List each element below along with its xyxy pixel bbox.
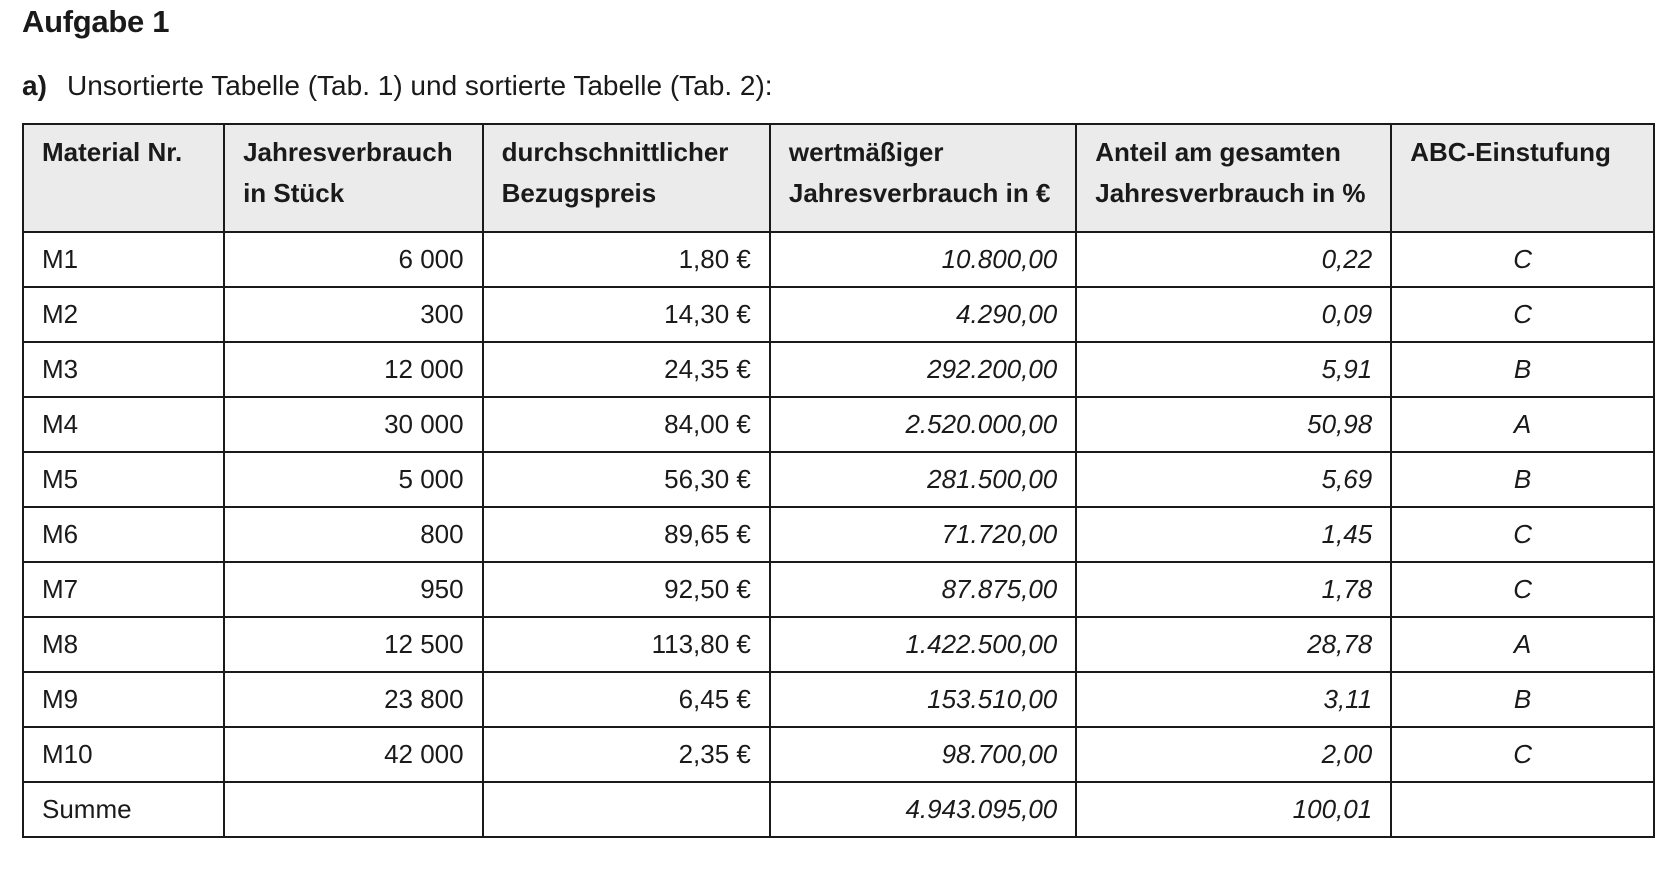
- table-sum-row: [23, 782, 1654, 837]
- cell-stueck: 12 500: [224, 617, 483, 672]
- cell-wert: 10.800,00: [770, 232, 1076, 287]
- table-row: [23, 287, 1654, 342]
- cell-stueck: [224, 782, 483, 837]
- abc-analysis-table: [22, 123, 1655, 838]
- header-abc-einstufung: ABC-Einstufung: [1391, 124, 1654, 232]
- table-row: [23, 562, 1654, 617]
- cell-stueck: 30 000: [224, 397, 483, 452]
- cell-anteil: 2,00: [1076, 727, 1391, 782]
- cell-stueck: 42 000: [224, 727, 483, 782]
- table-row: [23, 727, 1654, 782]
- cell-wert: 87.875,00: [770, 562, 1076, 617]
- cell-material: M10: [23, 727, 224, 782]
- cell-stueck: 6 000: [224, 232, 483, 287]
- cell-preis: 84,00 €: [483, 397, 770, 452]
- cell-preis: 24,35 €: [483, 342, 770, 397]
- header-material-nr: Material Nr.: [23, 124, 224, 232]
- header-bezugspreis: durchschnittlicher Bezugspreis: [483, 124, 770, 232]
- cell-abc: C: [1391, 232, 1654, 287]
- cell-wert: 292.200,00: [770, 342, 1076, 397]
- cell-abc: B: [1391, 452, 1654, 507]
- cell-stueck: 12 000: [224, 342, 483, 397]
- cell-wert: 98.700,00: [770, 727, 1076, 782]
- cell-wert: 71.720,00: [770, 507, 1076, 562]
- cell-anteil: 5,91: [1076, 342, 1391, 397]
- cell-anteil: 50,98: [1076, 397, 1391, 452]
- table-header-row: [23, 124, 1654, 232]
- cell-anteil: 0,09: [1076, 287, 1391, 342]
- cell-stueck: 950: [224, 562, 483, 617]
- table-row: [23, 342, 1654, 397]
- cell-material: M4: [23, 397, 224, 452]
- cell-material: M6: [23, 507, 224, 562]
- subtask-text: Unsortierte Tabelle (Tab. 1) und sortierte Tabelle (Tab. 2):: [67, 70, 773, 101]
- cell-stueck: 23 800: [224, 672, 483, 727]
- table-row: [23, 397, 1654, 452]
- cell-anteil: 1,45: [1076, 507, 1391, 562]
- cell-material: M8: [23, 617, 224, 672]
- cell-stueck: 5 000: [224, 452, 483, 507]
- table-row: [23, 232, 1654, 287]
- table-row: [23, 452, 1654, 507]
- cell-abc: C: [1391, 727, 1654, 782]
- cell-preis: [483, 782, 770, 837]
- cell-wert: 153.510,00: [770, 672, 1076, 727]
- cell-stueck: 800: [224, 507, 483, 562]
- cell-wert: 4.290,00: [770, 287, 1076, 342]
- cell-preis: 2,35 €: [483, 727, 770, 782]
- cell-anteil: 28,78: [1076, 617, 1391, 672]
- cell-sum-wert: 4.943.095,00: [770, 782, 1076, 837]
- cell-abc: C: [1391, 507, 1654, 562]
- cell-abc: A: [1391, 617, 1654, 672]
- cell-anteil: 3,11: [1076, 672, 1391, 727]
- cell-anteil: 0,22: [1076, 232, 1391, 287]
- cell-material: M5: [23, 452, 224, 507]
- cell-abc: B: [1391, 672, 1654, 727]
- cell-abc: [1391, 782, 1654, 837]
- page-title: Aufgabe 1: [22, 4, 170, 39]
- cell-anteil: 1,78: [1076, 562, 1391, 617]
- cell-preis: 6,45 €: [483, 672, 770, 727]
- subtask-marker: a): [22, 70, 47, 101]
- cell-preis: 89,65 €: [483, 507, 770, 562]
- cell-abc: B: [1391, 342, 1654, 397]
- cell-material: M3: [23, 342, 224, 397]
- table-row: [23, 672, 1654, 727]
- cell-abc: C: [1391, 562, 1654, 617]
- cell-sum-anteil: 100,01: [1076, 782, 1391, 837]
- cell-preis: 14,30 €: [483, 287, 770, 342]
- cell-stueck: 300: [224, 287, 483, 342]
- cell-anteil: 5,69: [1076, 452, 1391, 507]
- cell-abc: C: [1391, 287, 1654, 342]
- cell-material: M7: [23, 562, 224, 617]
- header-jahresverbrauch-stueck: Jahresverbrauch in Stück: [224, 124, 483, 232]
- cell-material: M2: [23, 287, 224, 342]
- cell-sum-label: Summe: [23, 782, 224, 837]
- cell-wert: 1.422.500,00: [770, 617, 1076, 672]
- cell-abc: A: [1391, 397, 1654, 452]
- header-anteil-prozent: Anteil am gesamten Jahresverbrauch in %: [1076, 124, 1391, 232]
- header-wertmaessiger-jahresverbrauch: wertmäßiger Jahresverbrauch in €: [770, 124, 1076, 232]
- cell-preis: 92,50 €: [483, 562, 770, 617]
- table-row: [23, 617, 1654, 672]
- subtask-caption: [22, 70, 773, 102]
- cell-preis: 113,80 €: [483, 617, 770, 672]
- cell-wert: 2.520.000,00: [770, 397, 1076, 452]
- cell-preis: 56,30 €: [483, 452, 770, 507]
- cell-preis: 1,80 €: [483, 232, 770, 287]
- cell-wert: 281.500,00: [770, 452, 1076, 507]
- cell-material: M9: [23, 672, 224, 727]
- cell-material: M1: [23, 232, 224, 287]
- table-row: [23, 507, 1654, 562]
